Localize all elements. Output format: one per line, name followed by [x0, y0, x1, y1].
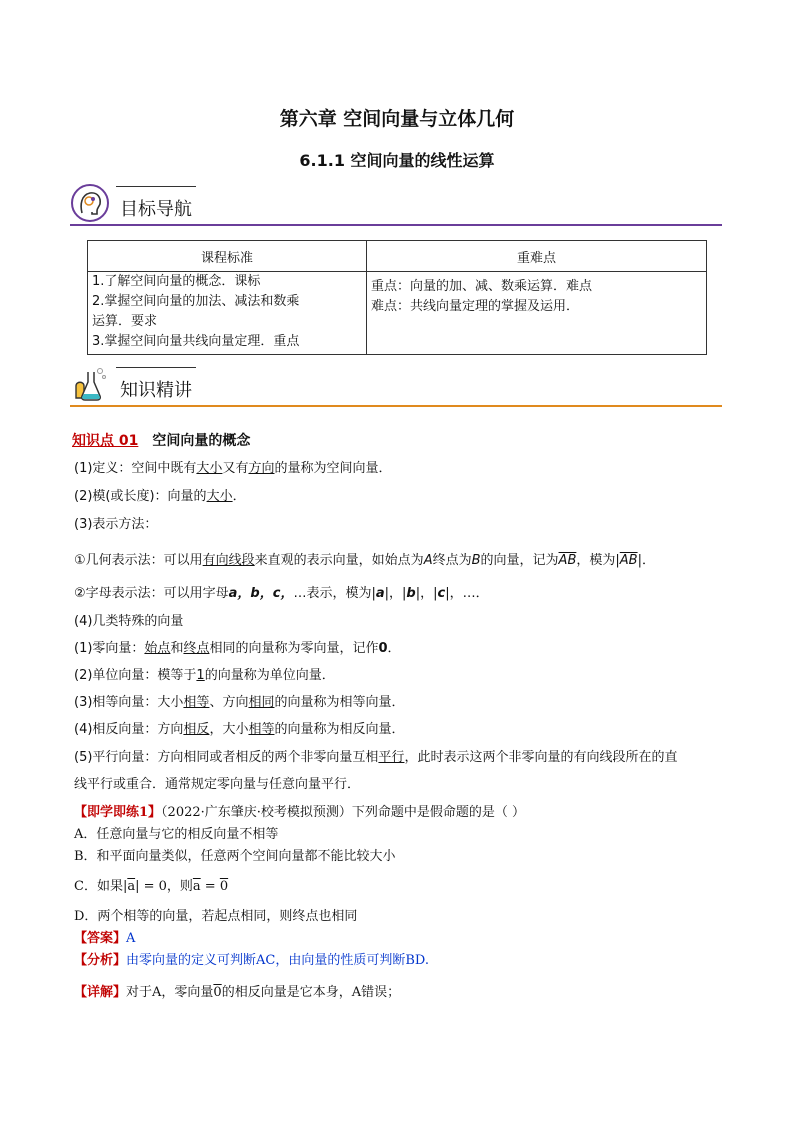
text-span: 大小: [196, 461, 223, 476]
text-span: $\overline{a}$: [127, 879, 136, 894]
text-span: 相同: [248, 695, 275, 710]
vector-ab: $\overline{AB}$: [619, 553, 638, 568]
unit-vector-line: [74, 667, 335, 685]
vector-ab: $\overline{AB}$: [558, 553, 577, 568]
detail-tag: 【详解】: [74, 985, 127, 1000]
text-span: ．: [232, 489, 246, 504]
table-header-standard: 课程标准: [88, 241, 367, 272]
text-span: |．: [637, 553, 655, 568]
text-span: 1: [196, 668, 205, 683]
option-a: A．任意向量与它的相反向量不相等: [74, 827, 279, 842]
goal-banner-title: 目标导航: [120, 199, 192, 220]
text-span: 方向: [248, 461, 275, 476]
table-header-row: [88, 241, 707, 272]
text-span: C．如果|: [74, 879, 128, 894]
course-table: [87, 240, 707, 355]
text-span: 0: [213, 985, 222, 1000]
standard-line: 1.了解空间向量的概念．课标: [92, 274, 261, 289]
text-span: 始点: [144, 641, 171, 656]
exercise-title: 【即学即练1】: [74, 805, 162, 820]
table-header-keypoints: 重难点: [367, 241, 707, 272]
keypoint-cell: [367, 272, 707, 355]
knowledge-point-tag: 知识点 01: [72, 433, 139, 449]
special-vectors-line: (4)几类特殊的向量: [74, 614, 184, 629]
option-d: D．两个相等的向量，若起点相同，则终点也相同: [74, 909, 358, 924]
text-span: 的相反向量是它本身，A错误；: [221, 985, 401, 1000]
text-span: b: [406, 586, 416, 601]
text-span: 和: [170, 641, 184, 656]
knowledge-banner: [70, 367, 722, 407]
text-span: ，大小: [209, 722, 249, 737]
equal-vector-line: [74, 694, 404, 712]
text-span: B: [471, 553, 481, 568]
text-span: ②字母表示法：可以用字母: [74, 586, 229, 601]
text-span: 相等: [183, 695, 210, 710]
text-span: (5)平行向量：方向相同或者相反的两个非零向量互相: [74, 750, 379, 765]
text-span: |，|: [415, 586, 438, 601]
table-row: [88, 272, 707, 355]
representation-line: (3)表示方法：: [74, 517, 158, 532]
text-span: 、方向: [209, 695, 249, 710]
text-span: (2)模(或长度)：向量的: [74, 489, 207, 504]
text-span: c: [437, 586, 446, 601]
standard-line: 运算．要求: [92, 314, 158, 329]
chapter-title: 第六章 空间向量与立体几何: [279, 108, 515, 130]
banner-topline: [116, 367, 196, 368]
text-span: 来直观的表示向量，如始点为: [254, 553, 424, 568]
standard-line: 2.掌握空间向量的加法、减法和数乘: [92, 294, 300, 309]
text-span: | = 0，则: [135, 879, 193, 894]
analysis-tag: 【分析】: [74, 953, 127, 968]
text-span: 的向量称为相等向量．: [274, 695, 405, 710]
keypoint-line: 重点：向量的加、减、数乘运算．难点: [371, 279, 593, 294]
knowledge-divider: [70, 405, 722, 407]
banner-topline: [116, 186, 196, 187]
text-span: ．: [387, 641, 401, 656]
text-span: a，b，c，: [228, 586, 294, 601]
text-span: A: [423, 553, 433, 568]
text-span: (2)单位向量：模等于: [74, 668, 197, 683]
text-span: (1)零向量：: [74, 641, 145, 656]
text-span: (4)相反向量：方向: [74, 722, 184, 737]
answer-value: A: [126, 931, 136, 946]
exercise-source: （2022·广东肇庆·校考模拟预测）下列命题中是假命题的是（ ）: [161, 805, 526, 820]
answer-tag: 【答案】: [74, 931, 127, 946]
standard-cell: [88, 272, 367, 355]
answer-line: [74, 930, 135, 948]
goal-banner: [70, 186, 722, 226]
text-span: =: [200, 879, 220, 894]
text-span: 0: [378, 641, 388, 656]
text-span: 的向量称为相反向量．: [274, 722, 405, 737]
text-span: 相等: [248, 722, 275, 737]
text-span: 对于A，零向量: [126, 985, 214, 1000]
text-span: 有向线段: [202, 553, 255, 568]
keypoint-line: 难点：共线向量定理的掌握及运用．: [371, 299, 580, 314]
text-span: …表示，模为|: [293, 586, 376, 601]
knowledge-point-heading: [72, 430, 250, 450]
modulus-line: [74, 488, 246, 506]
option-c: [74, 878, 228, 896]
text-span: 相同的向量称为零向量，记作: [209, 641, 379, 656]
text-span: |，|: [384, 586, 407, 601]
detail-line: [74, 984, 400, 1002]
zero-vector-line: [74, 640, 401, 658]
text-span: 的向量称为单位向量．: [204, 668, 335, 683]
analysis-text: 由零向量的定义可判断AC，由向量的性质可判断BD.: [126, 953, 429, 968]
text-span: 又有: [222, 461, 249, 476]
text-span: 终点为: [432, 553, 472, 568]
parallel-vector-line-2: 线平行或重合．通常规定零向量与任意向量平行．: [74, 777, 361, 792]
definition-line: [74, 460, 391, 478]
text-span: |，…．: [445, 586, 489, 601]
text-span: 相反: [183, 722, 210, 737]
text-span: 0: [219, 879, 229, 894]
text-span: (1)定义：空间中既有: [74, 461, 197, 476]
text-span: 大小: [206, 489, 233, 504]
parallel-vector-line: [74, 749, 677, 767]
analysis-line: [74, 952, 429, 970]
goal-divider: [70, 224, 722, 226]
text-span: ①几何表示法：可以用: [74, 553, 203, 568]
text-span: (3)相等向量：大小: [74, 695, 184, 710]
text-span: ，此时表示这两个非零向量的有向线段所在的直: [404, 750, 678, 765]
knowledge-banner-title: 知识精讲: [120, 380, 192, 401]
lab-flask-icon: [70, 364, 110, 404]
text-span: 的向量，记为: [480, 553, 559, 568]
section-title: 6.1.1 空间向量的线性运算: [299, 151, 495, 170]
text-span: 平行: [378, 750, 405, 765]
letter-representation-line: [74, 585, 489, 603]
opposite-vector-line: [74, 721, 404, 739]
standard-line: 3.掌握空间向量共线向量定理．重点: [92, 334, 300, 349]
option-b: B．和平面向量类似，任意两个空间向量都不能比较大小: [74, 849, 396, 864]
text-span: ，模为|: [576, 553, 620, 568]
text-span: 的量称为空间向量．: [274, 461, 392, 476]
text-span: $\overline{a}$: [192, 879, 201, 894]
text-span: 终点: [183, 641, 210, 656]
geometric-representation-line: [74, 552, 655, 570]
knowledge-point-name: 空间向量的概念: [152, 433, 251, 449]
text-span: a: [375, 586, 385, 601]
exercise-heading: [74, 804, 525, 822]
brain-head-icon: [70, 183, 110, 223]
